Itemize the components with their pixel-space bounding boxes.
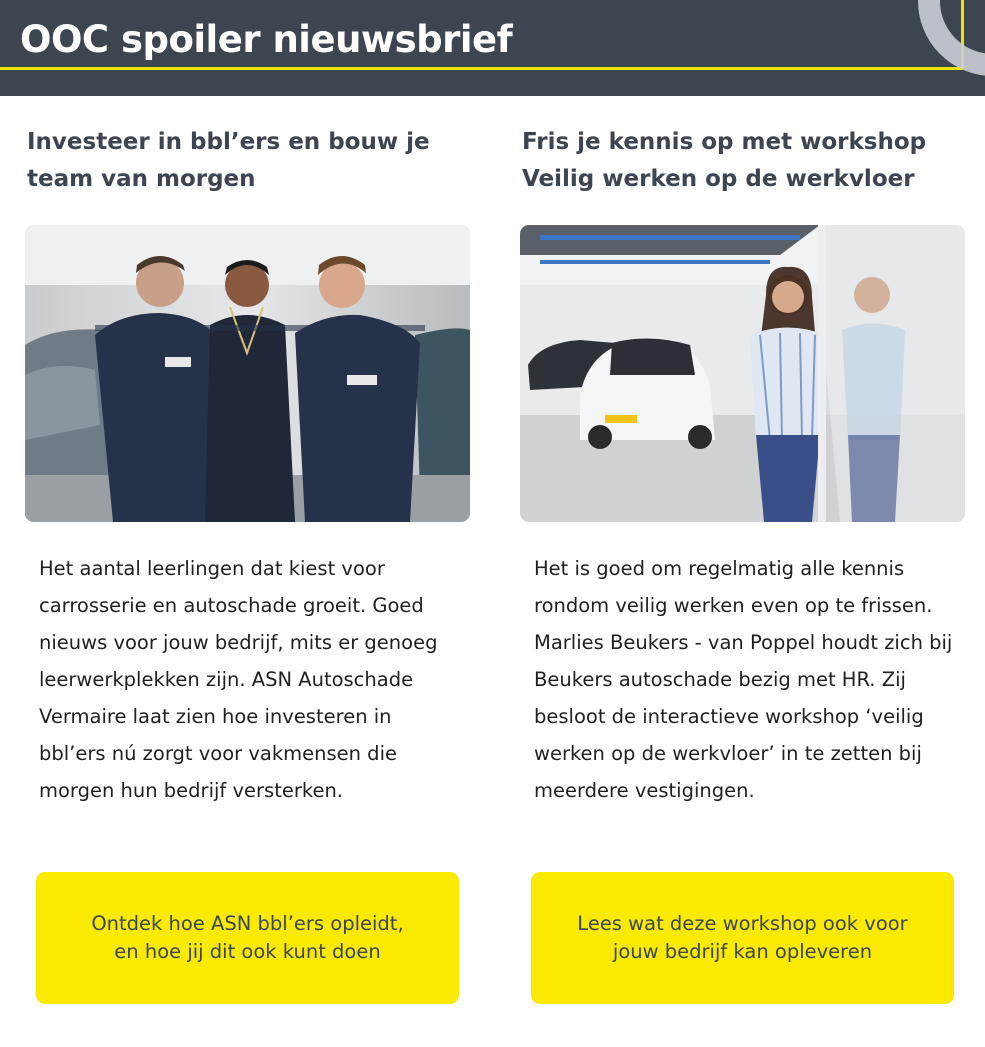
cta-button-bbl[interactable] xyxy=(36,872,459,1004)
photo-woman-in-workshop[interactable] xyxy=(520,225,965,522)
cta-label: Lees wat deze workshop ook voor jouw bedrijf kan opleveren xyxy=(577,912,908,963)
cta-label: Ontdek hoe ASN bbl’ers opleidt, en hoe jij dit ook kunt doen xyxy=(91,912,404,963)
newsletter-title: OOC spoiler nieuwsbrief xyxy=(20,18,513,61)
article-body: Het is goed om regelmatig alle kennis rondom veilig werken even op te frissen. Marlies Beukers - van Poppel houdt zich bij Beukers autoschade bezig met HR. Zij besloot de interactieve workshop ‘veilig werken op de werkvloer’ in te zetten bij meerdere vestigingen. xyxy=(534,557,953,802)
cta-button-workshop[interactable] xyxy=(531,872,954,1004)
article-body: Het aantal leerlingen dat kiest voor carrosserie en autoschade groeit. Goed nieuws voor jouw bedrijf, mits er genoeg leerwerkplekken zijn. ASN Autoschade Vermaire laat zien hoe investeren in bbl’ers nú zorgt voor vakmensen die morgen hun bedrijf versterken. xyxy=(39,557,438,802)
article-title: Investeer in bbl’ers en bouw je team van morgen xyxy=(27,129,430,192)
article-title: Fris je kennis op met workshop Veilig werken op de werkvloer xyxy=(522,129,927,192)
photo-three-mechanics[interactable] xyxy=(25,225,470,522)
newsletter-header xyxy=(0,0,985,96)
